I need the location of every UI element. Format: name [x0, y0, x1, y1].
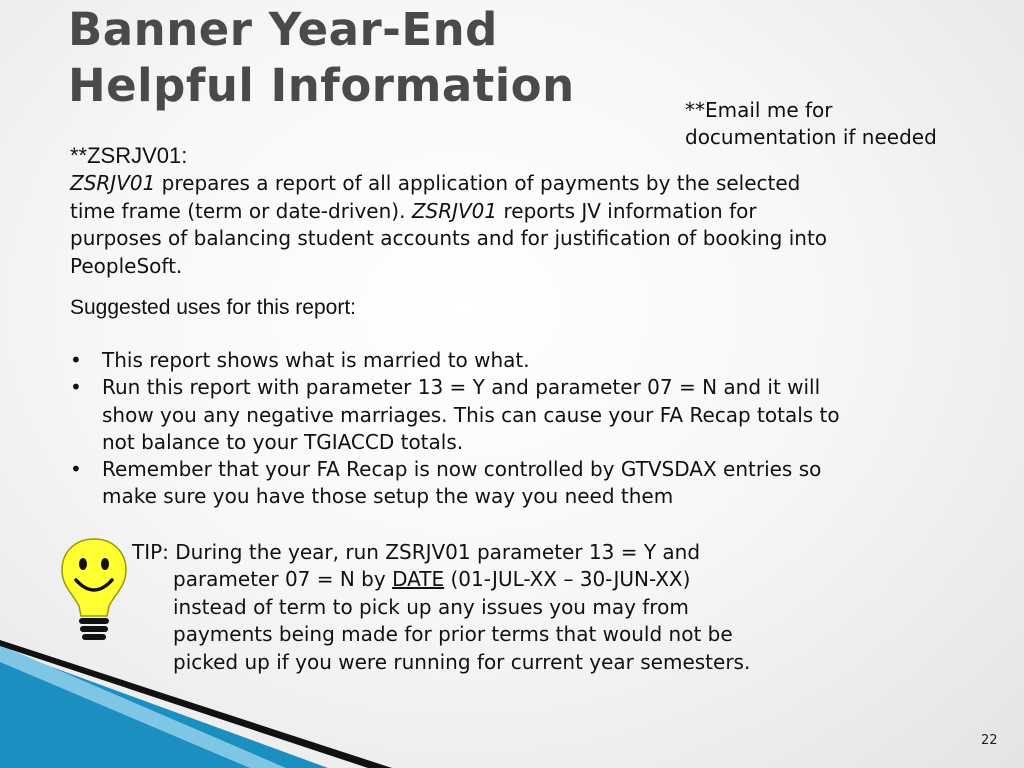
report-name-italic-1: ZSRJV01 — [70, 171, 156, 195]
email-note-line-2: documentation if needed — [685, 125, 937, 149]
tip-line-4: payments being made for prior terms that would not be — [173, 622, 733, 647]
list-item — [70, 456, 845, 511]
tip-line-1: TIP: During the year, run ZSRJV01 parameter 13 = Y and — [132, 540, 701, 564]
tip-date-underlined: DATE — [392, 567, 445, 592]
list-item-text: This report shows what is married to what. — [102, 348, 530, 372]
list-item-text: Remember that your FA Recap is now controlled by GTVSDAX entries so make sure you have those setup the way you need them — [102, 457, 822, 509]
slide-title — [68, 2, 575, 114]
report-heading: **ZSRJV01: — [70, 143, 188, 168]
suggested-uses-list — [70, 347, 845, 511]
report-name-italic-2: ZSRJV01 — [411, 198, 498, 223]
bullet-icon: • — [70, 375, 82, 400]
slide-title-line-1: Banner Year-End — [68, 3, 498, 56]
list-item — [70, 347, 845, 374]
list-item — [70, 374, 845, 456]
lightbulb-smiley-icon — [58, 536, 130, 648]
slide-title-line-2: Helpful Information — [68, 59, 575, 112]
tip-line-2-suffix: (01-JUL-XX – 30-JUN-XX) — [444, 567, 691, 592]
list-item-text: Run this report with parameter 13 = Y and parameter 07 = N and it will show you any negative marriages. This can cause your FA Recap totals to not balance to your TGIACCD totals. — [102, 375, 840, 454]
bullet-icon: • — [70, 457, 82, 482]
suggested-uses-heading: Suggested uses for this report: — [70, 296, 356, 319]
intro-text-1: prepares a report of all application of payments by the selected time frame (term or date-driven). — [70, 171, 801, 223]
tip-line-2-prefix: parameter 07 = N by — [173, 567, 393, 592]
email-note — [685, 97, 985, 151]
decorative-corner-stripes — [0, 640, 460, 768]
page-number: 22 — [981, 733, 998, 748]
intro-text-2: reports JV information for purposes of balancing student accounts and for justification of booking into PeopleSoft. — [70, 198, 828, 278]
tip-line-5: picked up if you were running for current year semesters. — [173, 649, 751, 674]
tip-line-3: instead of term to pick up any issues you may from — [173, 594, 689, 619]
bullet-icon: • — [70, 348, 82, 372]
intro-paragraph — [70, 170, 830, 280]
email-note-line-1: **Email me for — [685, 98, 833, 122]
stripe-blue — [0, 648, 328, 768]
tip-line-2 — [132, 566, 832, 593]
